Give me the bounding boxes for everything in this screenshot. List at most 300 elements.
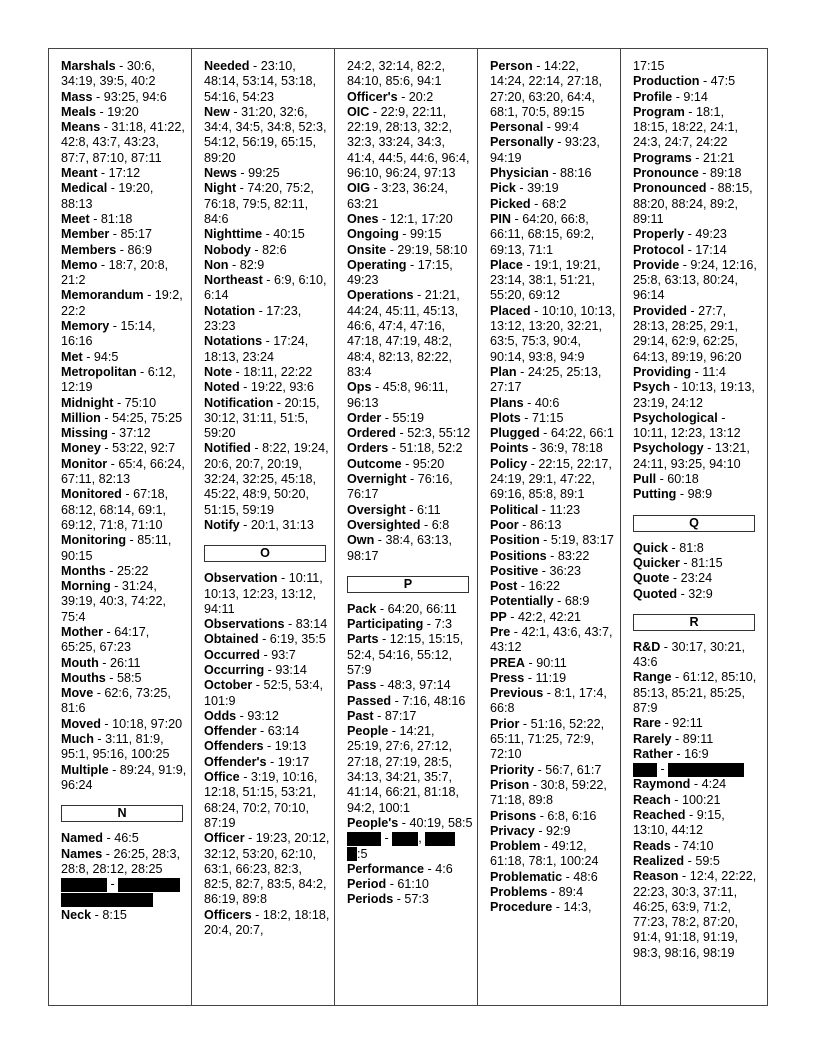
index-entry: Policy - 22:15, 22:17, 24:19, 29:1, 47:22, 69:16, 85:8, 89:1: [490, 456, 612, 502]
index-term: Notations: [204, 334, 263, 349]
index-entry: Prison - 30:8, 59:22, 71:18, 89:8: [490, 777, 607, 808]
index-term: Political: [490, 502, 539, 517]
page-line-refs: 64:20, 66:8, 66:11, 68:15, 69:2, 69:13, 71:1: [490, 211, 595, 257]
redacted-entry: -: [61, 877, 187, 908]
page-line-refs: 18:7, 20:8, 21:2: [61, 257, 169, 288]
index-entry: Note - 18:11, 22:22: [204, 364, 313, 379]
index-entry: Pack - 64:20, 66:11: [347, 601, 457, 616]
index-entry: Psych - 10:13, 19:13, 23:19, 24:12: [633, 380, 755, 410]
redaction-box: [61, 878, 107, 892]
index-term: Notation: [204, 303, 256, 318]
index-entry: Order - 55:19: [347, 410, 425, 425]
index-entry: Putting - 98:9: [633, 487, 713, 502]
index-term: Obtained: [204, 632, 259, 647]
page-line-refs: 99:15: [409, 227, 442, 242]
index-entry: Morning - 31:24, 39:19, 40:3, 74:22, 75:4: [61, 579, 167, 624]
page-line-refs: 16:9: [684, 746, 709, 761]
index-entry: Placed - 10:10, 10:13, 13:12, 13:20, 32:21, 63:5, 75:3, 90:4, 90:14, 93:8, 94:9: [490, 303, 616, 364]
page-line-refs: 5:19, 83:17: [550, 533, 614, 548]
index-term: Nobody: [204, 242, 251, 257]
index-entry: Neck - 8:15: [61, 907, 127, 922]
page-line-refs: 95:20: [412, 456, 445, 471]
page-line-refs: 19:22, 93:6: [250, 380, 314, 395]
index-entry: Physician - 88:16: [490, 166, 592, 181]
page-line-refs: 49:23: [695, 227, 727, 242]
index-entry: Rare - 92:11: [633, 716, 703, 731]
index-term: Pick: [490, 181, 516, 196]
index-term: Means: [61, 120, 101, 135]
index-term: Participating: [347, 617, 424, 632]
index-entry: Monitoring - 85:11, 90:15: [61, 533, 172, 563]
index-term: Prison: [490, 777, 530, 792]
page-line-refs: 90:11: [536, 655, 567, 670]
page-line-refs: 86:13: [529, 517, 562, 532]
index-term: Million: [61, 410, 101, 425]
index-entry: Nobody - 82:6: [204, 242, 287, 257]
redaction-box: [668, 763, 744, 777]
index-entry: Picked - 68:2: [490, 196, 567, 211]
index-entry: Meals - 19:20: [61, 104, 139, 119]
page-line-refs: 93:23, 94:19: [490, 135, 600, 165]
page-line-refs: 3:11, 81:9, 95:1, 95:16, 100:25: [61, 732, 170, 762]
index-entry: Positions - 83:22: [490, 548, 590, 563]
page-line-refs: 46:5: [114, 831, 139, 846]
page-line-refs: 10:13, 19:13, 23:19, 24:12: [633, 380, 755, 410]
index-term: Procedure: [490, 900, 553, 915]
index-term: October: [204, 678, 253, 693]
index-term: Policy: [490, 456, 528, 471]
page-line-refs: 18:11, 22:22: [243, 364, 313, 379]
page-line-refs: 17:12: [108, 166, 141, 181]
index-term: Prior: [490, 716, 520, 731]
index-entry: Notation - 17:23, 23:23: [204, 303, 302, 334]
index-term: Observations: [204, 617, 285, 632]
index-entry: Offender - 63:14: [204, 724, 300, 739]
page-line-refs: 19:2, 22:2: [61, 288, 183, 318]
index-column: [335, 49, 478, 1005]
index-column: [621, 49, 764, 1005]
index-entry: Previous - 8:1, 17:4, 66:8: [490, 686, 607, 716]
page-line-refs: 68:2: [541, 196, 567, 211]
page-line-refs: 17:23, 23:23: [204, 303, 302, 334]
index-term: Person: [490, 59, 533, 73]
index-term: Problems: [490, 885, 548, 900]
index-entry: Ones - 12:1, 17:20: [347, 211, 453, 226]
index-entry: Offenders - 19:13: [204, 739, 307, 754]
index-term: Post: [490, 579, 518, 594]
index-term: Met: [61, 349, 83, 364]
page-line-refs: 10:11, 10:13, 12:23, 13:12, 94:11: [204, 571, 323, 616]
index-entry: Notify - 20:1, 31:13: [204, 517, 314, 532]
index-term: Quote: [633, 571, 670, 586]
page-line-refs: 19:20, 88:13: [61, 181, 154, 211]
page-line-refs: 17:24, 18:13, 23:24: [204, 334, 309, 364]
index-entry: Reached - 9:15, 13:10, 44:12: [633, 808, 725, 838]
index-entry: Procedure - 14:3,: [490, 900, 592, 915]
page-line-refs: 10:10, 10:13, 13:12, 13:20, 32:21, 63:5, 75:3, 90:4, 90:14, 93:8, 94:9: [490, 303, 616, 364]
index-entry: Political - 11:23: [490, 502, 581, 517]
index-term: Oversighted: [347, 517, 421, 532]
page-line-refs: 30:8, 59:22, 71:18, 89:8: [490, 777, 607, 808]
page-line-refs: 32:9: [688, 586, 713, 601]
page-line-refs: 19:20: [107, 104, 139, 119]
index-entry: Potentially - 68:9: [490, 594, 590, 609]
index-term: Meals: [61, 104, 97, 119]
index-entry: Officers - 18:2, 18:18, 20:4, 20:7,: [204, 907, 330, 938]
index-entry: Problematic - 48:6: [490, 869, 598, 884]
page-line-refs: 26:11: [109, 655, 141, 670]
index-term: Putting: [633, 487, 677, 502]
index-term: Period: [347, 877, 387, 892]
index-term: Pronounced: [633, 181, 707, 196]
index-entry: Operating - 17:15, 49:23: [347, 257, 453, 288]
index-term: Mother: [61, 624, 103, 639]
index-entry: Periods - 57:3: [347, 892, 429, 907]
index-entry: Member - 85:17: [61, 227, 153, 242]
index-term: Outcome: [347, 456, 402, 471]
page-line-refs: 88:16: [560, 166, 592, 181]
index-term: Non: [204, 257, 229, 272]
index-term: Meant: [61, 166, 98, 181]
index-entry: October - 52:5, 53:4, 101:9: [204, 678, 324, 708]
index-entry: Notations - 17:24, 18:13, 23:24: [204, 334, 309, 364]
index-term: Memorandum: [61, 288, 144, 303]
index-entry: Raymond - 4:24: [633, 777, 727, 792]
redaction-box: [392, 832, 418, 846]
page-line-refs: 23:24: [680, 571, 713, 586]
index-term: Provided: [633, 303, 687, 318]
index-term: Occurring: [204, 662, 265, 677]
index-entry: Monitor - 65:4, 66:24, 67:11, 82:13: [61, 456, 185, 487]
index-term: Performance: [347, 861, 424, 876]
index-entry: Program - 18:1, 18:15, 18:22, 24:1, 24:3, 24:7, 24:22: [633, 104, 739, 150]
page-line-refs: 68:9: [564, 594, 590, 609]
index-entry: Passed - 7:16, 48:16: [347, 693, 466, 708]
index-entry: Meant - 17:12: [61, 166, 141, 181]
index-entry: Pass - 48:3, 97:14: [347, 678, 451, 693]
index-entry: Ops - 45:8, 96:11, 96:13: [347, 380, 449, 410]
index-entry: Memory - 15:14, 16:16: [61, 319, 156, 349]
page-line-refs: 39:19: [527, 181, 559, 196]
index-term: Offender's: [204, 754, 267, 769]
index-entry: Provided - 27:7, 28:13, 28:25, 29:1, 29:14, 62:9, 62:25, 64:13, 89:19, 96:20: [633, 303, 742, 364]
index-term: Neck: [61, 907, 92, 922]
index-term: Priority: [490, 762, 535, 777]
page-line-refs: 98:9: [687, 487, 713, 502]
page-line-refs: 4:6: [435, 861, 453, 876]
page-line-refs: 64:20, 66:11: [387, 601, 457, 616]
page-line-refs: 36:23: [549, 563, 582, 578]
index-term: Operating: [347, 257, 407, 272]
index-term: Onsite: [347, 242, 387, 257]
index-entry: Occurring - 93:14: [204, 662, 307, 677]
index-term: Night: [204, 181, 237, 196]
page-line-refs: 54:25, 75:25: [112, 410, 183, 425]
index-term: Raymond: [633, 777, 691, 792]
index-entry: People - 14:21, 25:19, 27:6, 27:12, 27:18, 27:19, 28:5, 34:13, 34:21, 35:7, 41:14, 66:21, 81:18, 94:2, 100:1: [347, 724, 460, 815]
index-term: Memo: [61, 257, 98, 272]
index-term: PREA: [490, 655, 525, 670]
index-term: Reached: [633, 808, 686, 823]
index-entry: Plan - 24:25, 25:13, 27:17: [490, 364, 602, 395]
index-term: Mouth: [61, 655, 99, 670]
redaction-box: [633, 763, 657, 777]
page-line-refs: 93:12: [247, 708, 279, 723]
page-line-refs: 16:22: [528, 579, 561, 594]
page-line-refs: 64:17, 65:25, 67:23: [61, 624, 150, 655]
index-entry: Plugged - 64:22, 66:1: [490, 426, 614, 441]
index-entry: Participating - 7:3: [347, 617, 452, 632]
index-term: People's: [347, 815, 399, 830]
index-entry: Reach - 100:21: [633, 792, 721, 807]
index-entry: Mouth - 26:11: [61, 655, 141, 670]
page-line-refs: 47:5: [710, 74, 736, 89]
page-line-refs: 36:9, 78:18: [539, 441, 603, 456]
index-entry: Pull - 60:18: [633, 472, 699, 487]
page-line-refs: 6:12, 12:19: [61, 364, 176, 395]
index-entry: Properly - 49:23: [633, 227, 727, 242]
index-entry: Midnight - 75:10: [61, 395, 157, 410]
index-term: Move: [61, 686, 94, 701]
page-line-refs: 31:20, 32:6, 34:4, 34:5, 34:8, 52:3, 54:12, 56:19, 65:15, 89:20: [204, 104, 327, 165]
index-entry: Mouths - 58:5: [61, 670, 142, 685]
index-entry: Personally - 93:23, 94:19: [490, 135, 600, 165]
index-term: Monitoring: [61, 533, 127, 548]
page-line-refs: 52:5, 53:4, 101:9: [204, 678, 324, 708]
index-term: Officers: [204, 907, 252, 922]
page-line-refs: 20:1, 31:13: [250, 517, 314, 532]
page-line-refs: 56:7, 61:7: [545, 762, 602, 777]
index-term: Much: [61, 732, 94, 747]
page-line-refs: 42:2, 42:21: [518, 609, 582, 624]
page-line-refs: 9:24, 12:16, 25:8, 63:13, 80:24, 96:14: [633, 257, 757, 303]
page-line-refs: 19:17: [277, 754, 310, 769]
page-line-refs: 15:14, 16:16: [61, 319, 156, 349]
index-entry: Notification - 20:15, 30:12, 31:11, 51:5, 59:20: [204, 395, 320, 441]
index-term: Reason: [633, 869, 679, 884]
index-entry: Million - 54:25, 75:25: [61, 410, 183, 425]
page-line-refs: 8:22, 19:24, 20:6, 20:7, 20:19, 32:24, 32:25, 45:18, 45:22, 48:9, 50:20, 51:15, 59:19: [204, 441, 329, 517]
index-term: Problematic: [490, 869, 563, 884]
index-term: Northeast: [204, 273, 263, 288]
index-term: Poor: [490, 517, 519, 532]
page-line-refs: 6:19, 35:5: [269, 632, 326, 647]
page-line-refs: 55:19: [392, 410, 425, 425]
index-entry: Needed - 23:10, 48:14, 53:14, 53:18, 54:16, 54:23: [204, 59, 317, 104]
page-line-refs: 57:3: [404, 892, 429, 907]
index-term: Ops: [347, 380, 372, 395]
index-entry: Rather - 16:9: [633, 746, 709, 761]
index-entry: Range - 61:12, 85:10, 85:13, 85:21, 85:25, 87:9: [633, 670, 757, 715]
page-line-refs: 18:2, 18:18, 20:4, 20:7,: [204, 907, 330, 938]
page-line-refs: 6:9, 6:10, 6:14: [204, 273, 327, 303]
index-term: Ongoing: [347, 227, 399, 242]
index-term: Missing: [61, 426, 108, 441]
index-term: Notify: [204, 517, 240, 532]
page-line-refs: 40:19, 58:5: [409, 815, 473, 830]
index-term: Reads: [633, 838, 671, 853]
page-line-refs: 20:15, 30:12, 31:11, 51:5, 59:20: [204, 395, 320, 441]
index-term: Money: [61, 441, 101, 456]
index-entry: Place - 19:1, 19:21, 23:14, 38:1, 51:21, 55:20, 69:12: [490, 257, 601, 303]
page-line-refs: 11:4: [702, 364, 726, 379]
index-term: Production: [633, 74, 700, 89]
index-entry: Named - 46:5: [61, 831, 139, 846]
index-entry: OIG - 3:23, 36:24, 63:21: [347, 181, 448, 211]
page-line-refs: 8:1, 17:4, 66:8: [490, 686, 607, 716]
page-line-refs: 22:15, 22:17, 24:19, 29:1, 47:22, 69:16, 85:8, 89:1: [490, 456, 612, 502]
index-entry: Occurred - 93:7: [204, 647, 296, 662]
index-entry: Much - 3:11, 81:9, 95:1, 95:16, 100:25: [61, 732, 170, 762]
page-line-refs: 83:22: [557, 548, 590, 563]
index-entry: PREA - 90:11: [490, 655, 567, 670]
page-line-refs: 48:3, 97:14: [387, 678, 451, 693]
page-line-refs: 38:4, 63:13, 98:17: [347, 533, 453, 563]
letter-section-header: P: [347, 576, 469, 593]
index-term: OIG: [347, 181, 371, 196]
page-line-refs: 27:7, 28:13, 28:25, 29:1, 29:14, 62:9, 62:25, 64:13, 89:19, 96:20: [633, 303, 742, 364]
index-term: Notification: [204, 395, 274, 410]
page-line-refs: 7:3: [434, 617, 452, 632]
index-entry: Positive - 36:23: [490, 563, 582, 578]
index-entry: Orders - 51:18, 52:2: [347, 441, 463, 456]
page-line-refs: 88:15, 88:20, 88:24, 89:2, 89:11: [633, 181, 753, 226]
page-line-refs: 82:6: [262, 242, 287, 257]
page-line-refs: 9:15, 13:10, 44:12: [633, 808, 725, 838]
page-line-refs: 19:13: [274, 739, 307, 754]
page-line-refs: 92:9: [546, 823, 571, 838]
index-term: Personally: [490, 135, 554, 150]
index-term: Properly: [633, 227, 685, 242]
page-line-refs: 51:16, 52:22, 65:11, 71:25, 72:9, 72:10: [490, 716, 605, 762]
page-line-refs: 24:25, 25:13, 27:17: [490, 364, 602, 395]
page-line-refs: 11:19: [535, 670, 567, 685]
index-term: Rather: [633, 746, 673, 761]
index-entry: Multiple - 89:24, 91:9, 96:24: [61, 762, 187, 792]
index-term: Pass: [347, 678, 377, 693]
index-entry: Poor - 86:13: [490, 517, 562, 532]
page-line-refs: 21:21, 44:24, 45:11, 45:13, 46:6, 47:4, 47:16, 47:18, 47:19, 48:2, 48:4, 82:13, 82:22, 83:4: [347, 288, 460, 379]
index-entry: Reason - 12:4, 22:22, 22:23, 30:3, 37:11, 46:25, 63:9, 71:2, 77:23, 78:2, 87:20, 91:4, 91:18, 91:19, 98:3, 98:16, 98:19: [633, 869, 757, 960]
index-term: Passed: [347, 693, 392, 708]
page-line-refs: 94:5: [93, 349, 119, 364]
index-term: Plots: [490, 410, 521, 425]
page-line-refs: 100:21: [682, 792, 721, 807]
index-term: Range: [633, 670, 672, 685]
index-term: Midnight: [61, 395, 114, 410]
index-term: Observation: [204, 571, 278, 586]
redaction-box: [118, 878, 180, 892]
index-entry: Memo - 18:7, 20:8, 21:2: [61, 257, 169, 288]
page-line-refs: 11:23: [549, 502, 581, 517]
index-entry: R&D - 30:17, 30:21, 43:6: [633, 639, 746, 670]
page-line-refs: 74:10: [682, 838, 714, 853]
index-entry: Reads - 74:10: [633, 838, 714, 853]
index-term: Morning: [61, 579, 111, 594]
index-term: Pre: [490, 624, 511, 639]
index-term: Months: [61, 563, 106, 578]
page-line-refs: 87:17: [384, 708, 417, 723]
page-line-refs: 61:12, 85:10, 85:13, 85:21, 85:25, 87:9: [633, 670, 757, 715]
index-entry: Moved - 10:18, 97:20: [61, 716, 183, 731]
page-line-refs: 4:24: [701, 777, 727, 792]
index-entry: New - 31:20, 32:6, 34:4, 34:5, 34:8, 52:3, 54:12, 56:19, 65:15, 89:20: [204, 104, 327, 165]
page-line-refs: 71:15: [532, 410, 564, 425]
index-entry: Notified - 8:22, 19:24, 20:6, 20:7, 20:19, 32:24, 32:25, 45:18, 45:22, 48:9, 50:20, 51:15, 59:19: [204, 441, 329, 517]
index-term: Notified: [204, 441, 251, 456]
index-term: Medical: [61, 181, 108, 196]
index-entry: Oversight - 6:11: [347, 502, 441, 517]
index-term: OIC: [347, 104, 370, 119]
page-line-refs: 40:6: [534, 395, 560, 410]
index-term: Own: [347, 533, 375, 548]
index-entry: Northeast - 6:9, 6:10, 6:14: [204, 273, 327, 303]
index-page: [48, 48, 768, 1006]
index-term: Profile: [633, 89, 673, 104]
letter-section-header: R: [633, 614, 755, 631]
index-term: Oversight: [347, 502, 406, 517]
index-entry: Ordered - 52:3, 55:12: [347, 426, 471, 441]
index-entry: Parts - 12:15, 15:15, 52:4, 54:16, 55:12, 57:9: [347, 632, 464, 677]
index-entry: Night - 74:20, 75:2, 76:18, 79:5, 82:11, 84:6: [204, 181, 314, 226]
page-line-refs: 82:9: [239, 257, 265, 272]
page-line-refs: 30:17, 30:21, 43:6: [633, 639, 746, 670]
index-entry: Quote - 23:24: [633, 571, 713, 586]
index-entry: Personal - 99:4: [490, 120, 579, 135]
index-entry: Protocol - 17:14: [633, 242, 727, 257]
index-entry: People's - 40:19, 58:5: [347, 815, 473, 830]
index-term: Positive: [490, 563, 539, 578]
page-line-refs: 7:16, 48:16: [402, 693, 466, 708]
page-line-refs: 25:22: [116, 563, 149, 578]
page-line-refs: 62:6, 73:25, 81:6: [61, 686, 171, 716]
index-term: People: [347, 724, 389, 739]
index-entry: Means - 31:18, 41:22, 42:8, 43:7, 43:23, 87:7, 87:10, 87:11: [61, 120, 185, 165]
page-line-refs: 20:2: [408, 89, 434, 104]
index-term: Metropolitan: [61, 364, 137, 379]
index-entry: Rarely - 89:11: [633, 731, 714, 746]
index-term: Orders: [347, 441, 389, 456]
index-entry: Metropolitan - 6:12, 12:19: [61, 364, 176, 395]
page-line-refs: 12:15, 15:15, 52:4, 54:16, 55:12, 57:9: [347, 632, 464, 677]
index-entry: Offender's - 19:17: [204, 754, 310, 769]
index-entry: Quick - 81:8: [633, 540, 704, 555]
index-term: News: [204, 166, 237, 181]
index-term: Reach: [633, 792, 671, 807]
page-line-refs: 93:14: [275, 662, 307, 677]
index-entry: Mass - 93:25, 94:6: [61, 89, 167, 104]
index-term: Names: [61, 846, 103, 861]
index-term: Points: [490, 441, 529, 456]
index-term: Privacy: [490, 823, 535, 838]
index-term: Providing: [633, 364, 692, 379]
page-line-refs: 89:18: [709, 166, 742, 181]
page-line-refs: 30:6, 34:19, 39:5, 40:2: [61, 59, 156, 89]
index-term: PIN: [490, 211, 511, 226]
page-line-refs: 52:3, 55:12: [407, 426, 471, 441]
page-line-refs: 14:22, 14:24, 22:14, 27:18, 27:20, 63:20, 64:4, 68:1, 70:5, 89:15: [490, 59, 603, 119]
index-term: Pack: [347, 601, 377, 616]
page-line-refs: 6:8: [431, 517, 450, 532]
redacted-entry: - , :5: [347, 831, 473, 862]
index-entry: Pre - 42:1, 43:6, 43:7, 43:12: [490, 624, 613, 655]
index-entry: Provide - 9:24, 12:16, 25:8, 63:13, 80:24, 96:14: [633, 257, 757, 303]
page-line-refs: 19:1, 19:21, 23:14, 38:1, 51:21, 55:20, 69:12: [490, 257, 601, 303]
index-entry: Psychological - 10:11, 12:23, 13:12: [633, 410, 741, 441]
index-entry: Performance - 4:6: [347, 861, 453, 876]
page-line-refs: 6:8, 6:16: [547, 808, 597, 823]
page-line-refs: 65:4, 66:24, 67:11, 82:13: [61, 456, 185, 487]
